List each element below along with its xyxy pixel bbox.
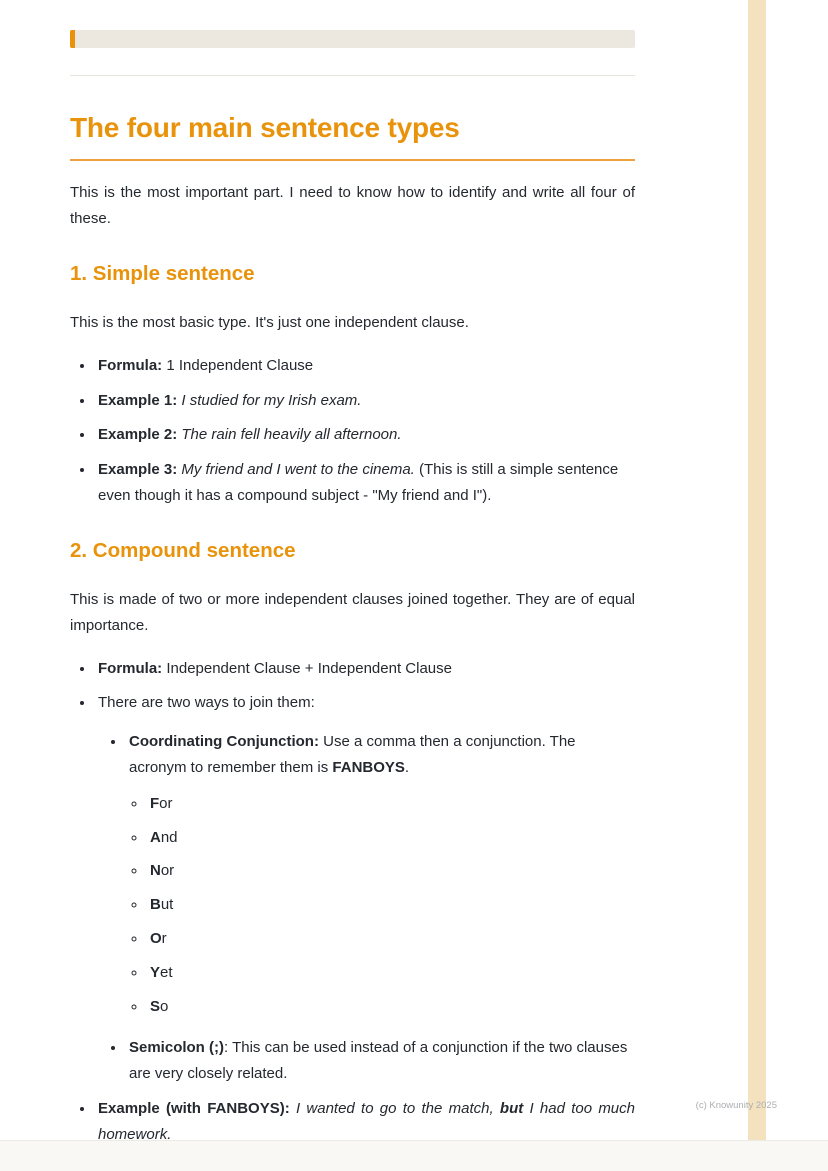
item-text: Independent Clause + Independent Clause xyxy=(162,659,452,677)
watermark: (c) Knowunity 2025 xyxy=(695,1100,777,1111)
fanboys-item-and xyxy=(147,825,635,851)
list-item-example-2 xyxy=(95,422,635,448)
item-example: The rain fell heavily all afternoon. xyxy=(177,426,402,444)
fanboys-rest: r xyxy=(161,930,167,948)
list-item-formula xyxy=(95,656,635,682)
item-label: Semicolon (;) xyxy=(129,1039,225,1057)
join-methods-list xyxy=(98,729,635,1087)
fanboys-list xyxy=(129,791,635,1020)
conjunction-but: but xyxy=(499,1100,524,1118)
fanboys-initial: F xyxy=(150,794,160,812)
item-example: My friend and I went to the cinema. xyxy=(177,461,415,479)
item-note: (This is still a simple sentence even though it has a compound subject - "My friend and I"). xyxy=(98,461,619,505)
item-text: . xyxy=(404,759,410,777)
section-divider xyxy=(70,75,635,76)
page-title: The four main sentence types xyxy=(70,112,635,161)
page-edge-stripe xyxy=(748,0,766,1140)
fanboys-initial: B xyxy=(150,896,161,914)
fanboys-rest: ut xyxy=(160,896,174,914)
item-example: I wanted to go to the match, xyxy=(289,1100,500,1118)
fanboys-initial: Y xyxy=(150,963,161,981)
heading-compound-sentence: 2. Compound sentence xyxy=(70,538,296,562)
fanboys-item-yet xyxy=(147,960,635,986)
fanboys-rest: or xyxy=(159,794,173,812)
fanboys-item-so xyxy=(147,994,635,1020)
simple-sentence-list xyxy=(70,353,635,509)
item-example: I had too much homework. xyxy=(98,1100,635,1143)
item-label: Example (with FANBOYS): xyxy=(98,1100,290,1118)
list-item-example-3 xyxy=(95,457,635,509)
item-label: Example 2: xyxy=(98,426,178,444)
item-example: I studied for my Irish exam. xyxy=(177,391,362,409)
item-text: 1 Independent Clause xyxy=(162,356,314,374)
item-label: Example 1: xyxy=(98,391,178,409)
fanboys-initial: O xyxy=(150,930,162,948)
fanboys-initial: S xyxy=(150,997,161,1015)
fanboys-item-for xyxy=(147,791,635,817)
fanboys-initial: A xyxy=(150,828,161,846)
simple-sentence-body: This is the most basic type. It's just one independent clause. xyxy=(70,314,469,332)
list-item-example-1 xyxy=(95,388,635,414)
item-text: Use a comma then a conjunction. The acronym to remember them is xyxy=(129,733,576,777)
item-label: Formula: xyxy=(98,356,163,374)
compound-sentence-list xyxy=(70,656,635,1148)
fanboys-item-but xyxy=(147,892,635,918)
fanboys-rest: or xyxy=(160,862,175,880)
heading-simple-sentence: 1. Simple sentence xyxy=(70,261,255,285)
item-label: Formula: xyxy=(98,659,163,677)
list-item-semicolon xyxy=(126,1035,635,1087)
item-label: Example 3: xyxy=(98,461,178,479)
compound-sentence-body: This is made of two or more independent clauses joined together. They are of equal importance. xyxy=(70,591,635,634)
item-text: : This can be used instead of a conjunction if the two clauses are very closely related. xyxy=(129,1039,628,1083)
list-item-coordinating-conjunction xyxy=(126,729,635,1019)
document-content xyxy=(70,0,635,1148)
intro-paragraph: This is the most important part. I need to know how to identify and write all four of these. xyxy=(70,184,635,227)
fanboys-rest: o xyxy=(160,997,169,1015)
fanboys-item-nor xyxy=(147,858,635,884)
fanboys-acronym: FANBOYS xyxy=(332,759,405,777)
item-text: There are two ways to join them: xyxy=(98,694,315,712)
list-item-formula xyxy=(95,353,635,379)
item-label: Coordinating Conjunction: xyxy=(129,733,319,751)
list-item-ways-to-join xyxy=(95,690,635,1087)
fanboys-rest: et xyxy=(160,963,173,981)
fanboys-initial: N xyxy=(150,862,161,880)
list-item-fanboys-example xyxy=(95,1096,635,1148)
fanboys-item-or xyxy=(147,926,635,952)
fanboys-rest: nd xyxy=(160,828,178,846)
